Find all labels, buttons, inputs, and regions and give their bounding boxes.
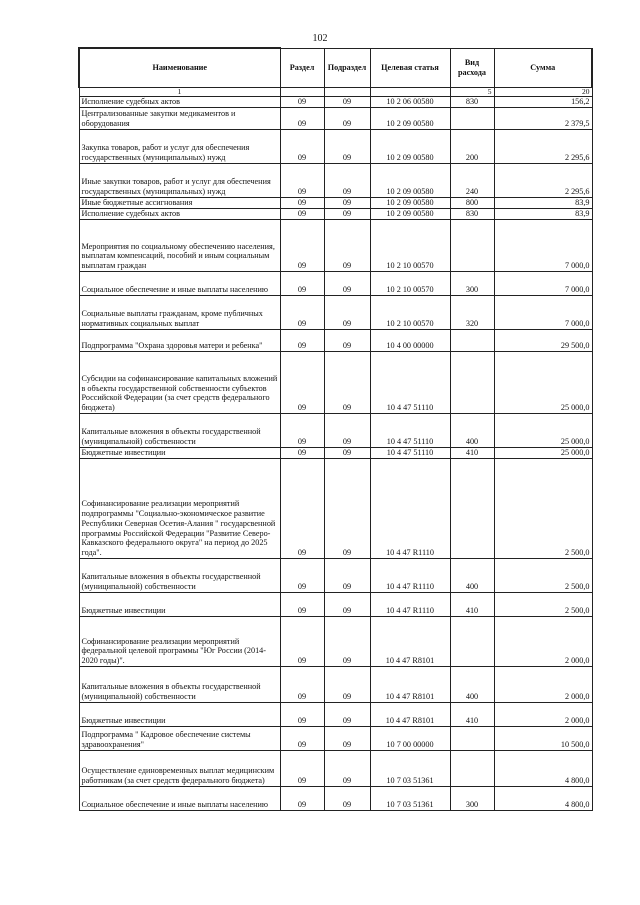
column-number [324, 88, 370, 97]
column-number: 5 [450, 88, 494, 97]
cell-razdel: 09 [280, 219, 324, 271]
table-row [79, 592, 592, 616]
header-name: Наименование [79, 48, 280, 88]
table-row [79, 750, 592, 786]
cell-podrazdel: 09 [324, 726, 370, 750]
cell-razdel: 09 [280, 208, 324, 219]
cell-statya: 10 2 09 00580 [370, 163, 450, 197]
column-number-row [79, 88, 592, 97]
cell-podrazdel: 09 [324, 750, 370, 786]
cell-vid [450, 726, 494, 750]
cell-razdel: 09 [280, 271, 324, 295]
cell-vid: 400 [450, 558, 494, 592]
cell-razdel: 09 [280, 592, 324, 616]
cell-summa: 7 000,0 [494, 271, 592, 295]
cell-summa: 2 500,0 [494, 558, 592, 592]
cell-summa: 83,9 [494, 208, 592, 219]
header-vid: Вид расхода [450, 48, 494, 88]
cell-statya: 10 7 03 51361 [370, 786, 450, 810]
cell-razdel: 09 [280, 197, 324, 208]
cell-statya: 10 2 10 00570 [370, 271, 450, 295]
table-row [79, 295, 592, 329]
cell-name: Софинансирование реализации мероприятий подпрограммы "Социально-экономическое развитие Республики Северная Осетия-Алания " государсвенной программы Российской Федерации "Развитие Северо-Кавказского федерального округа" на период до 2025 года". [79, 458, 280, 558]
cell-vid [450, 107, 494, 129]
column-number: 1 [79, 88, 280, 97]
table-header-row [79, 48, 592, 88]
cell-name: Иные бюджетные ассигнования [79, 197, 280, 208]
cell-name: Субсидии на софинансирование капитальных вложений в объекты государственной собственности субъектов Российской Федерации (за счет средств федерального бюджета) [79, 351, 280, 413]
cell-name: Капитальные вложения в объекты государственной (муниципальной) собственности [79, 666, 280, 702]
cell-statya: 10 4 47 R1110 [370, 592, 450, 616]
table-row [79, 447, 592, 458]
cell-razdel: 09 [280, 413, 324, 447]
cell-statya: 10 2 10 00570 [370, 219, 450, 271]
cell-podrazdel: 09 [324, 219, 370, 271]
cell-podrazdel: 09 [324, 413, 370, 447]
table-row [79, 666, 592, 702]
cell-statya: 10 4 47 R1110 [370, 558, 450, 592]
cell-vid: 830 [450, 97, 494, 108]
cell-podrazdel: 09 [324, 592, 370, 616]
table-row [79, 458, 592, 558]
cell-vid: 830 [450, 208, 494, 219]
cell-vid [450, 329, 494, 351]
table-row [79, 616, 592, 666]
table-row [79, 163, 592, 197]
cell-razdel: 09 [280, 786, 324, 810]
cell-summa: 7 000,0 [494, 295, 592, 329]
cell-statya: 10 2 09 00580 [370, 129, 450, 163]
cell-statya: 10 4 47 R8101 [370, 666, 450, 702]
table-row [79, 558, 592, 592]
cell-name: Капитальные вложения в объекты государственной (муниципальной) собственности [79, 558, 280, 592]
cell-vid [450, 219, 494, 271]
table-row [79, 726, 592, 750]
page-number: 102 [312, 33, 328, 44]
cell-podrazdel: 09 [324, 702, 370, 726]
cell-vid [450, 351, 494, 413]
cell-name: Бюджетные инвестиции [79, 702, 280, 726]
cell-vid: 800 [450, 197, 494, 208]
cell-vid [450, 458, 494, 558]
cell-podrazdel: 09 [324, 666, 370, 702]
cell-razdel: 09 [280, 295, 324, 329]
cell-vid: 320 [450, 295, 494, 329]
table-row [79, 702, 592, 726]
cell-summa: 2 379,5 [494, 107, 592, 129]
column-number [370, 88, 450, 97]
table-row [79, 329, 592, 351]
cell-podrazdel: 09 [324, 295, 370, 329]
cell-name: Закупка товаров, работ и услуг для обеспечения государственных (муниципальных) нужд [79, 129, 280, 163]
cell-podrazdel: 09 [324, 329, 370, 351]
cell-razdel: 09 [280, 726, 324, 750]
cell-summa: 2 295,6 [494, 129, 592, 163]
cell-razdel: 09 [280, 107, 324, 129]
cell-statya: 10 2 09 00580 [370, 208, 450, 219]
cell-podrazdel: 09 [324, 208, 370, 219]
header-podrazdel: Подраздел [324, 48, 370, 88]
cell-podrazdel: 09 [324, 129, 370, 163]
cell-razdel: 09 [280, 616, 324, 666]
cell-summa: 83,9 [494, 197, 592, 208]
table-row [79, 271, 592, 295]
cell-statya: 10 4 00 00000 [370, 329, 450, 351]
cell-summa: 2 295,6 [494, 163, 592, 197]
cell-podrazdel: 09 [324, 107, 370, 129]
cell-statya: 10 4 47 R8101 [370, 702, 450, 726]
cell-podrazdel: 09 [324, 558, 370, 592]
column-number: 20 [494, 88, 592, 97]
cell-razdel: 09 [280, 702, 324, 726]
cell-vid: 300 [450, 271, 494, 295]
cell-summa: 25 000,0 [494, 447, 592, 458]
cell-name: Исполнение судебных актов [79, 208, 280, 219]
cell-summa: 2 500,0 [494, 458, 592, 558]
cell-summa: 2 000,0 [494, 666, 592, 702]
header-razdel: Раздел [280, 48, 324, 88]
cell-name: Подпрограмма "Охрана здоровья матери и ребенка" [79, 329, 280, 351]
header-summa: Сумма [494, 48, 592, 88]
cell-podrazdel: 09 [324, 271, 370, 295]
cell-summa: 156,2 [494, 97, 592, 108]
cell-summa: 2 000,0 [494, 616, 592, 666]
cell-name: Централизованные закупки медикаментов и оборудования [79, 107, 280, 129]
table-row [79, 208, 592, 219]
cell-statya: 10 2 06 00580 [370, 97, 450, 108]
cell-name: Исполнение судебных актов [79, 97, 280, 108]
cell-podrazdel: 09 [324, 786, 370, 810]
cell-name: Иные закупки товаров, работ и услуг для обеспечения государственных (муниципальных) нужд [79, 163, 280, 197]
cell-statya: 10 4 47 R1110 [370, 458, 450, 558]
budget-table [78, 47, 593, 811]
cell-summa: 2 500,0 [494, 592, 592, 616]
cell-summa: 29 500,0 [494, 329, 592, 351]
cell-vid: 410 [450, 592, 494, 616]
cell-podrazdel: 09 [324, 351, 370, 413]
cell-podrazdel: 09 [324, 163, 370, 197]
table-row [79, 197, 592, 208]
cell-name: Бюджетные инвестиции [79, 447, 280, 458]
cell-vid: 400 [450, 666, 494, 702]
cell-name: Социальные выплаты гражданам, кроме публичных нормативных социальных выплат [79, 295, 280, 329]
header-statya: Целевая статья [370, 48, 450, 88]
cell-statya: 10 4 47 R8101 [370, 616, 450, 666]
cell-summa: 10 500,0 [494, 726, 592, 750]
cell-razdel: 09 [280, 329, 324, 351]
cell-name: Социальное обеспечение и иные выплаты населению [79, 786, 280, 810]
cell-statya: 10 2 09 00580 [370, 107, 450, 129]
cell-vid: 400 [450, 413, 494, 447]
cell-razdel: 09 [280, 558, 324, 592]
cell-statya: 10 2 10 00570 [370, 295, 450, 329]
cell-statya: 10 4 47 51110 [370, 447, 450, 458]
cell-name: Бюджетные инвестиции [79, 592, 280, 616]
cell-razdel: 09 [280, 447, 324, 458]
cell-summa: 7 000,0 [494, 219, 592, 271]
table-row [79, 351, 592, 413]
cell-razdel: 09 [280, 666, 324, 702]
cell-statya: 10 7 00 00000 [370, 726, 450, 750]
cell-name: Софинансирование реализации мероприятий федеральной целевой программы "Юг России (2014-2020 годы)". [79, 616, 280, 666]
cell-podrazdel: 09 [324, 458, 370, 558]
cell-summa: 4 800,0 [494, 750, 592, 786]
cell-summa: 25 000,0 [494, 413, 592, 447]
cell-vid [450, 616, 494, 666]
cell-name: Социальное обеспечение и иные выплаты населению [79, 271, 280, 295]
cell-vid: 410 [450, 702, 494, 726]
cell-name: Капитальные вложения в объекты государственной (муниципальной) собственности [79, 413, 280, 447]
cell-name: Осуществление единовременных выплат медицинским работникам (за счет средств федерального бюджета) [79, 750, 280, 786]
cell-podrazdel: 09 [324, 97, 370, 108]
cell-name: Мероприятия по социальному обеспечению населения, выплатам компенсаций, пособий и иным социальным выплатам граждан [79, 219, 280, 271]
cell-vid: 200 [450, 129, 494, 163]
cell-razdel: 09 [280, 750, 324, 786]
cell-summa: 4 800,0 [494, 786, 592, 810]
cell-podrazdel: 09 [324, 447, 370, 458]
cell-razdel: 09 [280, 163, 324, 197]
cell-summa: 2 000,0 [494, 702, 592, 726]
table-row [79, 129, 592, 163]
cell-vid: 300 [450, 786, 494, 810]
cell-razdel: 09 [280, 97, 324, 108]
table-row [79, 786, 592, 810]
cell-razdel: 09 [280, 351, 324, 413]
table-row [79, 219, 592, 271]
cell-statya: 10 4 47 51110 [370, 413, 450, 447]
cell-razdel: 09 [280, 458, 324, 558]
table-row [79, 97, 592, 108]
cell-summa: 25 000,0 [494, 351, 592, 413]
cell-statya: 10 7 03 51361 [370, 750, 450, 786]
cell-statya: 10 2 09 00580 [370, 197, 450, 208]
table-row [79, 413, 592, 447]
cell-vid [450, 750, 494, 786]
cell-statya: 10 4 47 51110 [370, 351, 450, 413]
cell-razdel: 09 [280, 129, 324, 163]
cell-vid: 240 [450, 163, 494, 197]
cell-podrazdel: 09 [324, 197, 370, 208]
column-number [280, 88, 324, 97]
table-row [79, 107, 592, 129]
cell-name: Подпрограмма " Кадровое обеспечение системы здравоохранения" [79, 726, 280, 750]
cell-podrazdel: 09 [324, 616, 370, 666]
cell-vid: 410 [450, 447, 494, 458]
